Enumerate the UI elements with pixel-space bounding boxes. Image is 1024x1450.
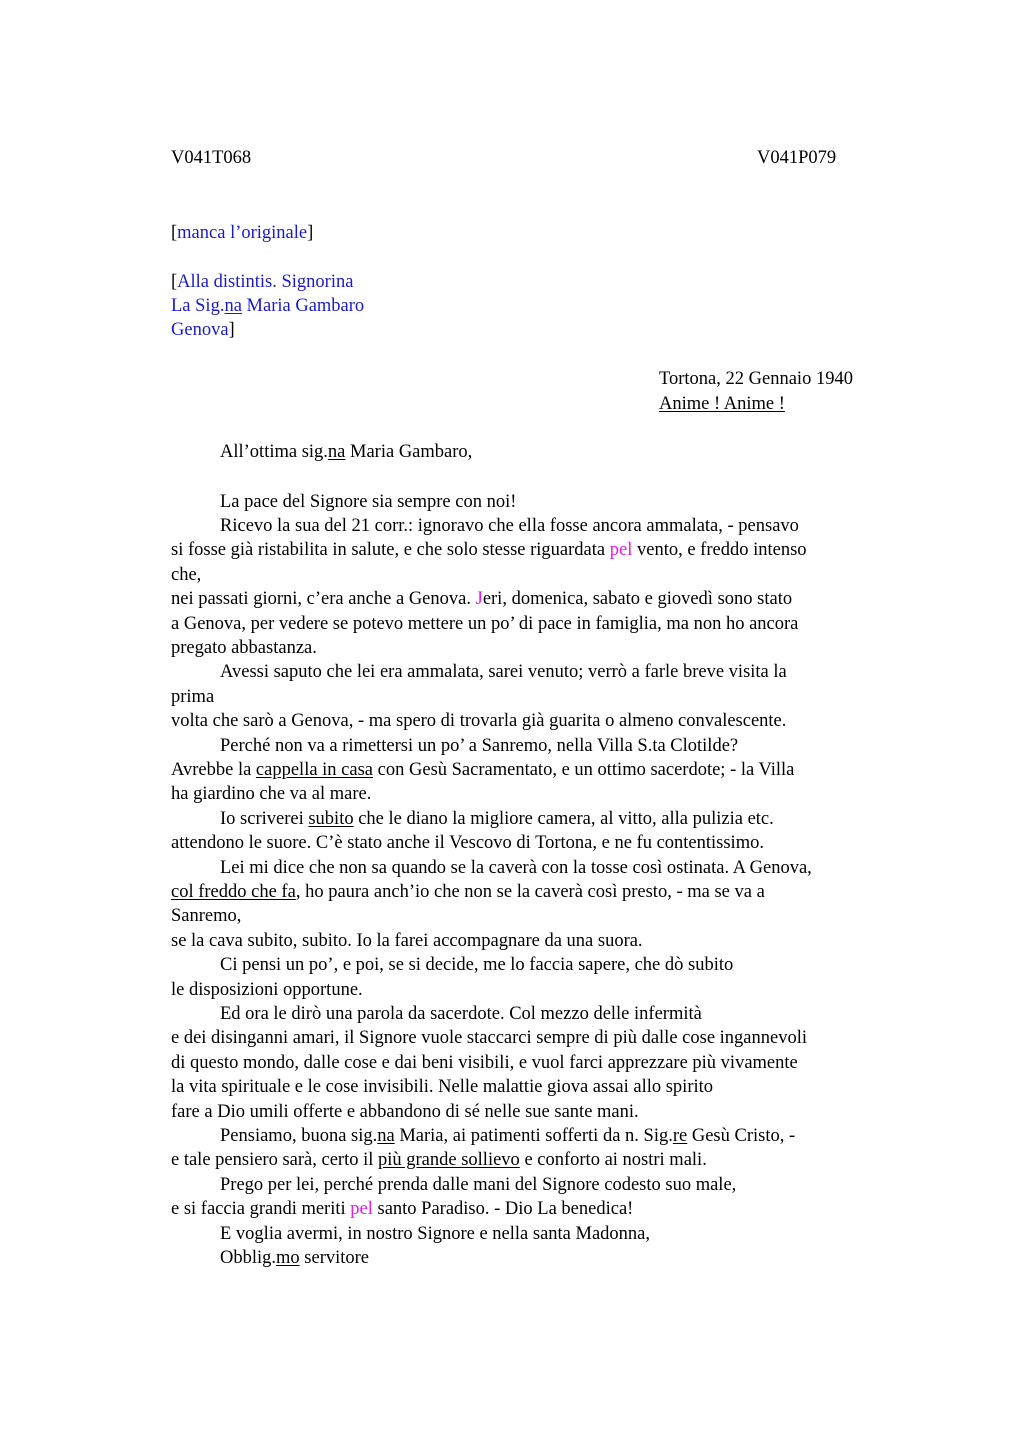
text-line: col freddo che fa, ho paura anch’io che non se la caverà così presto, - ma se va a <box>171 882 765 902</box>
text-line: Ci pensi un po’, e poi, se si decide, me lo faccia sapere, che dò subito <box>220 955 734 975</box>
text-line: nei passati giorni, c’era anche a Genova. Jeri, domenica, sabato e giovedì sono stato <box>171 589 793 609</box>
header-right-code: V041P079 <box>757 148 837 168</box>
text-line: di questo mondo, dalle cose e dai beni visibili, e vuol farci apprezzare più vivamente <box>171 1053 798 1073</box>
address-line-3: Genova] <box>171 320 235 340</box>
closing: Obblig.mo servitore <box>220 1248 370 1268</box>
text-line: la vita spirituale e le cose invisibili. Nelle malattie giova assai allo spirito <box>171 1077 714 1097</box>
text-line: fare a Dio umili offerte e abbandono di sé nelle sue sante mani. <box>171 1102 639 1122</box>
text-line: che, <box>171 565 202 585</box>
text-line: Perché non va a rimettersi un po’ a Sanremo, nella Villa S.ta Clotilde? <box>220 736 739 756</box>
text-line: ha giardino che va al mare. <box>171 784 372 804</box>
text-line: volta che sarò a Genova, - ma spero di trovarla già guarita o almeno convalescente. <box>171 711 787 731</box>
motto: Anime ! Anime ! <box>659 394 785 414</box>
text-line: le disposizioni opportune. <box>171 980 363 1000</box>
text-line: Avessi saputo che lei era ammalata, sarei venuto; verrò a farle breve visita la <box>220 662 787 682</box>
text-line: La pace del Signore sia sempre con noi! <box>220 492 517 512</box>
text-line: pregato abbastanza. <box>171 638 317 658</box>
text-line: Pensiamo, buona sig.na Maria, ai patimenti sofferti da n. Sig.re Gesù Cristo, - <box>220 1126 796 1146</box>
text-line: E voglia avermi, in nostro Signore e nella santa Madonna, <box>220 1224 651 1244</box>
text-line: attendono le suore. C’è stato anche il Vescovo di Tortona, e ne fu contentissimo. <box>171 833 764 853</box>
header-left-code: V041T068 <box>171 148 252 168</box>
missing-original-note: [manca l’originale] <box>171 223 314 243</box>
text-line: prima <box>171 687 215 707</box>
address-line-1: [Alla distintis. Signorina <box>171 272 354 292</box>
text-line: e tale pensiero sarà, certo il più grande sollievo e conforto ai nostri mali. <box>171 1150 707 1170</box>
salutation: All’ottima sig.na Maria Gambaro, <box>220 442 473 462</box>
text-line: se la cava subito, subito. Io la farei accompagnare da una suora. <box>171 931 643 951</box>
text-line: Avrebbe la cappella in casa con Gesù Sacramentato, e un ottimo sacerdote; - la Villa <box>171 760 795 780</box>
place-date: Tortona, 22 Gennaio 1940 <box>659 369 853 389</box>
text-line: Sanremo, <box>171 906 242 926</box>
text-line: Ed ora le dirò una parola da sacerdote. Col mezzo delle infermità <box>220 1004 702 1024</box>
text-line: si fosse già ristabilita in salute, e che solo stesse riguardata pel vento, e freddo intenso <box>171 540 807 560</box>
text-line: Ricevo la sua del 21 corr.: ignoravo che ella fosse ancora ammalata, - pensavo <box>220 516 799 536</box>
text-line: Lei mi dice che non sa quando se la caverà con la tosse così ostinata. A Genova, <box>220 858 812 878</box>
text-line: Io scriverei subito che le diano la migliore camera, al vitto, alla pulizia etc. <box>220 809 774 829</box>
text-line: a Genova, per vedere se potevo mettere un po’ di pace in famiglia, ma non ho ancora <box>171 614 799 634</box>
address-line-2: La Sig.na Maria Gambaro <box>171 296 365 316</box>
text-line: e dei disinganni amari, il Signore vuole staccarci sempre di più dalle cose ingannevoli <box>171 1028 808 1048</box>
text-line: e si faccia grandi meriti pel santo Paradiso. - Dio La benedica! <box>171 1199 634 1219</box>
text-line: Prego per lei, perché prenda dalle mani del Signore codesto suo male, <box>220 1175 737 1195</box>
